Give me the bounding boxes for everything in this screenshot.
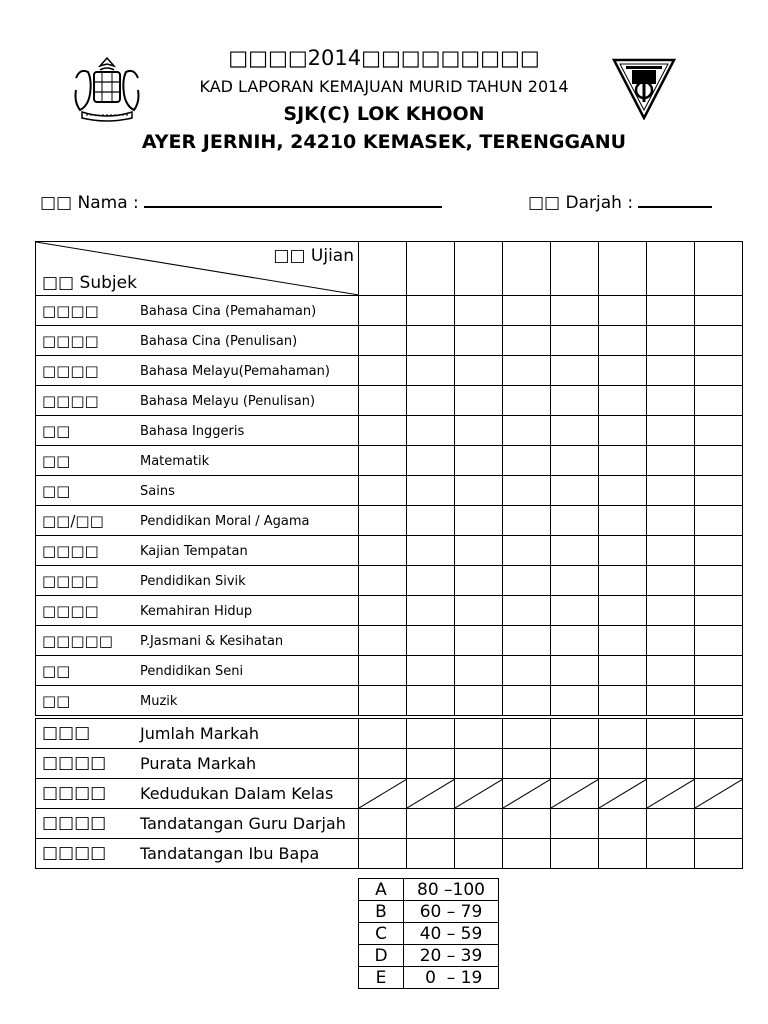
subject-cell bbox=[36, 326, 359, 356]
score-cell[interactable] bbox=[455, 809, 503, 839]
subject-row bbox=[36, 326, 743, 356]
slash-mark bbox=[599, 779, 647, 808]
score-cell[interactable] bbox=[551, 296, 599, 326]
score-cell[interactable] bbox=[551, 356, 599, 386]
grade-range: 20 – 39 bbox=[404, 945, 499, 967]
summary-row bbox=[36, 809, 743, 839]
summary-row bbox=[36, 779, 743, 809]
score-cell[interactable] bbox=[455, 596, 503, 626]
slash-mark bbox=[359, 779, 407, 808]
score-cell bbox=[503, 779, 551, 809]
score-cell[interactable] bbox=[647, 416, 695, 446]
score-cell bbox=[407, 779, 455, 809]
subject-row bbox=[36, 626, 743, 656]
score-cell[interactable] bbox=[455, 326, 503, 356]
subject-name-chinese: □□□□ bbox=[42, 302, 99, 320]
score-cell[interactable] bbox=[503, 717, 551, 749]
score-cell[interactable] bbox=[695, 717, 743, 749]
score-cell[interactable] bbox=[599, 717, 647, 749]
score-cell[interactable] bbox=[695, 626, 743, 656]
summary-row bbox=[36, 839, 743, 869]
score-cell[interactable] bbox=[359, 717, 407, 749]
score-cell[interactable] bbox=[599, 416, 647, 446]
subject-name-chinese: □□ bbox=[42, 452, 71, 470]
summary-row bbox=[36, 749, 743, 779]
score-cell[interactable] bbox=[599, 536, 647, 566]
score-cell[interactable] bbox=[647, 686, 695, 718]
score-cell bbox=[551, 779, 599, 809]
score-cell[interactable] bbox=[551, 656, 599, 686]
subject-row bbox=[36, 386, 743, 416]
exam-column-header[interactable] bbox=[551, 242, 599, 296]
summary-row bbox=[36, 717, 743, 749]
score-cell[interactable] bbox=[503, 839, 551, 869]
score-cell[interactable] bbox=[503, 566, 551, 596]
score-cell[interactable] bbox=[695, 536, 743, 566]
score-cell[interactable] bbox=[647, 749, 695, 779]
score-cell[interactable] bbox=[551, 386, 599, 416]
score-cell[interactable] bbox=[647, 356, 695, 386]
score-cell[interactable] bbox=[551, 596, 599, 626]
score-cell[interactable] bbox=[407, 839, 455, 869]
exam-column-header[interactable] bbox=[695, 242, 743, 296]
score-cell[interactable] bbox=[695, 566, 743, 596]
score-cell[interactable] bbox=[359, 386, 407, 416]
grade-range: 0 – 19 bbox=[404, 967, 499, 989]
header-corner-cell bbox=[36, 242, 359, 296]
score-cell[interactable] bbox=[599, 506, 647, 536]
subject-name-malay: Pendidikan Moral / Agama bbox=[140, 514, 310, 529]
score-cell[interactable] bbox=[359, 626, 407, 656]
subject-row bbox=[36, 656, 743, 686]
subject-cell bbox=[36, 536, 359, 566]
score-cell[interactable] bbox=[647, 326, 695, 356]
score-cell[interactable] bbox=[695, 809, 743, 839]
score-cell[interactable] bbox=[599, 686, 647, 718]
subject-row bbox=[36, 596, 743, 626]
exam-column-header[interactable] bbox=[455, 242, 503, 296]
score-cell[interactable] bbox=[695, 596, 743, 626]
score-cell[interactable] bbox=[551, 566, 599, 596]
grade-row bbox=[359, 967, 499, 989]
report-card-table bbox=[35, 241, 743, 869]
subject-name-malay: P.Jasmani & Kesihatan bbox=[140, 634, 284, 649]
score-cell[interactable] bbox=[647, 656, 695, 686]
subject-cell bbox=[36, 506, 359, 536]
score-cell[interactable] bbox=[359, 686, 407, 718]
subject-name-chinese: □□ bbox=[42, 482, 71, 500]
score-cell[interactable] bbox=[407, 506, 455, 536]
subject-name-malay: Sains bbox=[140, 484, 175, 499]
score-cell[interactable] bbox=[551, 416, 599, 446]
summary-label-malay: Tandatangan Ibu Bapa bbox=[140, 844, 320, 863]
summary-label-malay: Purata Markah bbox=[140, 754, 257, 773]
score-cell[interactable] bbox=[503, 386, 551, 416]
summary-label-malay: Tandatangan Guru Darjah bbox=[140, 814, 346, 833]
subject-name-malay: Kajian Tempatan bbox=[140, 544, 248, 559]
score-cell[interactable] bbox=[455, 686, 503, 718]
subject-name-chinese: □□ bbox=[42, 692, 71, 710]
subject-name-malay: Kemahiran Hidup bbox=[140, 604, 253, 619]
score-cell[interactable] bbox=[695, 416, 743, 446]
grade-row bbox=[359, 945, 499, 967]
grade-scale-table bbox=[358, 878, 499, 989]
score-cell[interactable] bbox=[455, 446, 503, 476]
score-cell[interactable] bbox=[647, 839, 695, 869]
subject-name-malay: Pendidikan Seni bbox=[140, 664, 244, 679]
score-cell[interactable] bbox=[407, 476, 455, 506]
subject-name-chinese: □□□□ bbox=[42, 362, 99, 380]
score-cell[interactable] bbox=[695, 326, 743, 356]
subject-name-malay: Bahasa Inggeris bbox=[140, 424, 245, 439]
subject-row bbox=[36, 356, 743, 386]
score-cell[interactable] bbox=[455, 536, 503, 566]
grade-row bbox=[359, 901, 499, 923]
subject-row bbox=[36, 686, 743, 718]
summary-label-cell bbox=[36, 809, 359, 839]
student-name-field[interactable] bbox=[40, 192, 442, 213]
grade-letter: A bbox=[359, 879, 404, 901]
subject-row bbox=[36, 296, 743, 326]
subject-row bbox=[36, 416, 743, 446]
score-cell[interactable] bbox=[695, 476, 743, 506]
subject-row bbox=[36, 566, 743, 596]
score-cell[interactable] bbox=[359, 326, 407, 356]
subject-cell bbox=[36, 686, 359, 718]
score-cell[interactable] bbox=[407, 686, 455, 718]
score-cell[interactable] bbox=[455, 476, 503, 506]
student-class-blank[interactable] bbox=[638, 192, 712, 208]
title-english: KAD LAPORAN KEMAJUAN MURID TAHUN 2014 bbox=[199, 77, 569, 96]
summary-label-chinese: □□□□ bbox=[42, 813, 107, 833]
score-cell[interactable] bbox=[455, 626, 503, 656]
subject-cell bbox=[36, 626, 359, 656]
slash-mark bbox=[551, 779, 599, 808]
subject-cell bbox=[36, 416, 359, 446]
score-cell[interactable] bbox=[551, 476, 599, 506]
score-cell[interactable] bbox=[599, 809, 647, 839]
header-subjek: □□ Subjek bbox=[42, 273, 137, 293]
score-cell[interactable] bbox=[407, 416, 455, 446]
score-cell[interactable] bbox=[359, 476, 407, 506]
score-cell[interactable] bbox=[359, 566, 407, 596]
score-cell[interactable] bbox=[455, 566, 503, 596]
score-cell[interactable] bbox=[647, 446, 695, 476]
score-cell[interactable] bbox=[695, 446, 743, 476]
school-name: SJK(C) LOK KHOON bbox=[283, 103, 485, 125]
score-cell[interactable] bbox=[551, 506, 599, 536]
score-cell[interactable] bbox=[359, 416, 407, 446]
grade-row bbox=[359, 879, 499, 901]
score-cell[interactable] bbox=[359, 596, 407, 626]
score-cell[interactable] bbox=[551, 749, 599, 779]
score-cell[interactable] bbox=[503, 476, 551, 506]
exam-column-header[interactable] bbox=[599, 242, 647, 296]
header-ujian: □□ Ujian bbox=[273, 246, 354, 266]
subject-cell bbox=[36, 356, 359, 386]
summary-label-cell bbox=[36, 779, 359, 809]
score-cell[interactable] bbox=[359, 356, 407, 386]
score-cell[interactable] bbox=[599, 656, 647, 686]
subject-name-malay: Pendidikan Sivik bbox=[140, 574, 246, 589]
summary-label-cell bbox=[36, 749, 359, 779]
score-cell bbox=[455, 779, 503, 809]
exam-column-header[interactable] bbox=[647, 242, 695, 296]
score-cell[interactable] bbox=[359, 446, 407, 476]
score-cell[interactable] bbox=[455, 416, 503, 446]
score-cell[interactable] bbox=[407, 656, 455, 686]
score-cell[interactable] bbox=[647, 386, 695, 416]
score-cell[interactable] bbox=[695, 386, 743, 416]
subject-name-chinese: □□□□ bbox=[42, 602, 99, 620]
score-cell[interactable] bbox=[551, 326, 599, 356]
subject-row bbox=[36, 446, 743, 476]
score-cell[interactable] bbox=[599, 596, 647, 626]
score-cell[interactable] bbox=[359, 536, 407, 566]
score-cell[interactable] bbox=[503, 296, 551, 326]
score-cell bbox=[359, 779, 407, 809]
subject-cell bbox=[36, 446, 359, 476]
score-cell[interactable] bbox=[695, 506, 743, 536]
score-cell[interactable] bbox=[407, 566, 455, 596]
score-cell[interactable] bbox=[599, 386, 647, 416]
score-cell[interactable] bbox=[551, 626, 599, 656]
subject-row bbox=[36, 536, 743, 566]
score-cell[interactable] bbox=[407, 626, 455, 656]
score-cell[interactable] bbox=[455, 386, 503, 416]
subject-name-chinese: □□□□ bbox=[42, 542, 99, 560]
score-cell bbox=[599, 779, 647, 809]
school-address: AYER JERNIH, 24210 KEMASEK, TERENGGANU bbox=[141, 131, 627, 153]
grade-letter: E bbox=[359, 967, 404, 989]
score-cell[interactable] bbox=[503, 626, 551, 656]
subject-name-malay: Muzik bbox=[140, 694, 178, 709]
slash-mark bbox=[647, 779, 695, 808]
score-cell[interactable] bbox=[599, 356, 647, 386]
score-cell[interactable] bbox=[455, 749, 503, 779]
score-cell[interactable] bbox=[647, 296, 695, 326]
score-cell[interactable] bbox=[695, 656, 743, 686]
score-cell[interactable] bbox=[455, 506, 503, 536]
score-cell bbox=[695, 779, 743, 809]
exam-column-header[interactable] bbox=[407, 242, 455, 296]
score-cell[interactable] bbox=[455, 656, 503, 686]
student-name-label: □□ Nama : bbox=[40, 193, 139, 213]
score-cell[interactable] bbox=[647, 809, 695, 839]
score-cell[interactable] bbox=[551, 809, 599, 839]
score-cell[interactable] bbox=[503, 356, 551, 386]
grade-letter: D bbox=[359, 945, 404, 967]
score-cell[interactable] bbox=[599, 446, 647, 476]
score-cell[interactable] bbox=[647, 476, 695, 506]
score-cell[interactable] bbox=[359, 656, 407, 686]
score-cell[interactable] bbox=[407, 296, 455, 326]
student-class-label: □□ Darjah : bbox=[528, 193, 634, 213]
score-cell[interactable] bbox=[695, 749, 743, 779]
exam-column-header[interactable] bbox=[359, 242, 407, 296]
score-cell[interactable] bbox=[359, 296, 407, 326]
score-cell[interactable] bbox=[551, 686, 599, 718]
summary-label-chinese: □□□□ bbox=[42, 843, 107, 863]
score-cell[interactable] bbox=[551, 446, 599, 476]
score-cell[interactable] bbox=[407, 326, 455, 356]
subject-name-chinese: □□ bbox=[42, 662, 71, 680]
subject-name-chinese: □□□□ bbox=[42, 572, 99, 590]
subject-name-malay: Matematik bbox=[140, 454, 210, 469]
subject-cell bbox=[36, 296, 359, 326]
score-cell[interactable] bbox=[407, 386, 455, 416]
grade-letter: B bbox=[359, 901, 404, 923]
score-cell[interactable] bbox=[599, 326, 647, 356]
title-chinese: □□□□2014□□□□□□□□□ bbox=[228, 46, 540, 70]
grade-row bbox=[359, 923, 499, 945]
subject-name-malay: Bahasa Melayu (Penulisan) bbox=[140, 394, 316, 409]
summary-label-cell bbox=[36, 839, 359, 869]
score-cell[interactable] bbox=[407, 596, 455, 626]
score-cell[interactable] bbox=[647, 596, 695, 626]
exam-column-header[interactable] bbox=[503, 242, 551, 296]
score-cell[interactable] bbox=[647, 626, 695, 656]
score-cell[interactable] bbox=[599, 839, 647, 869]
score-cell[interactable] bbox=[695, 686, 743, 718]
score-cell[interactable] bbox=[359, 749, 407, 779]
score-cell[interactable] bbox=[551, 717, 599, 749]
score-cell[interactable] bbox=[359, 839, 407, 869]
score-cell[interactable] bbox=[503, 326, 551, 356]
score-cell[interactable] bbox=[407, 536, 455, 566]
student-class-field[interactable] bbox=[528, 192, 712, 213]
score-cell[interactable] bbox=[647, 506, 695, 536]
subject-row bbox=[36, 506, 743, 536]
score-cell[interactable] bbox=[695, 356, 743, 386]
subject-name-malay: Bahasa Melayu(Pemahaman) bbox=[140, 364, 330, 379]
score-cell[interactable] bbox=[407, 749, 455, 779]
score-cell[interactable] bbox=[407, 809, 455, 839]
summary-label-cell bbox=[36, 717, 359, 749]
summary-label-malay: Jumlah Markah bbox=[140, 724, 260, 743]
score-cell[interactable] bbox=[359, 506, 407, 536]
grade-range: 40 – 59 bbox=[404, 923, 499, 945]
score-cell[interactable] bbox=[599, 749, 647, 779]
subject-row bbox=[36, 476, 743, 506]
summary-label-chinese: □□□□ bbox=[42, 753, 107, 773]
subject-name-malay: Bahasa Cina (Penulisan) bbox=[140, 334, 298, 349]
subject-name-chinese: □□□□ bbox=[42, 332, 99, 350]
score-cell[interactable] bbox=[503, 656, 551, 686]
summary-label-chinese: □□□ bbox=[42, 723, 91, 743]
table-header-row bbox=[36, 242, 743, 296]
score-cell[interactable] bbox=[455, 839, 503, 869]
score-cell[interactable] bbox=[503, 596, 551, 626]
slash-mark bbox=[503, 779, 551, 808]
score-cell[interactable] bbox=[599, 296, 647, 326]
slash-mark bbox=[695, 779, 743, 808]
subject-name-chinese: □□□□□ bbox=[42, 632, 113, 650]
score-cell[interactable] bbox=[503, 536, 551, 566]
subject-name-malay: Bahasa Cina (Pemahaman) bbox=[140, 304, 317, 319]
slash-mark bbox=[407, 779, 455, 808]
score-cell[interactable] bbox=[455, 296, 503, 326]
score-cell[interactable] bbox=[503, 809, 551, 839]
student-name-blank[interactable] bbox=[144, 192, 442, 208]
score-cell[interactable] bbox=[503, 416, 551, 446]
score-cell[interactable] bbox=[503, 446, 551, 476]
score-cell[interactable] bbox=[407, 717, 455, 749]
score-cell[interactable] bbox=[599, 476, 647, 506]
score-cell[interactable] bbox=[695, 296, 743, 326]
slash-mark bbox=[455, 779, 503, 808]
score-cell[interactable] bbox=[551, 536, 599, 566]
score-cell[interactable] bbox=[455, 717, 503, 749]
score-cell[interactable] bbox=[407, 356, 455, 386]
summary-label-malay: Kedudukan Dalam Kelas bbox=[140, 784, 334, 803]
grade-letter: C bbox=[359, 923, 404, 945]
subject-cell bbox=[36, 476, 359, 506]
score-cell[interactable] bbox=[503, 749, 551, 779]
score-cell[interactable] bbox=[551, 839, 599, 869]
grade-range: 60 – 79 bbox=[404, 901, 499, 923]
score-cell[interactable] bbox=[455, 356, 503, 386]
subject-name-chinese: □□□□ bbox=[42, 392, 99, 410]
grade-range: 80 –100 bbox=[404, 879, 499, 901]
score-cell[interactable] bbox=[695, 839, 743, 869]
score-cell[interactable] bbox=[359, 809, 407, 839]
score-cell[interactable] bbox=[407, 446, 455, 476]
subject-cell bbox=[36, 596, 359, 626]
subject-name-chinese: □□ bbox=[42, 422, 71, 440]
subject-cell bbox=[36, 386, 359, 416]
summary-label-chinese: □□□□ bbox=[42, 783, 107, 803]
score-cell[interactable] bbox=[503, 506, 551, 536]
score-cell[interactable] bbox=[647, 566, 695, 596]
subject-name-chinese: □□/□□ bbox=[42, 512, 104, 530]
score-cell[interactable] bbox=[599, 626, 647, 656]
subject-cell bbox=[36, 566, 359, 596]
score-cell[interactable] bbox=[503, 686, 551, 718]
score-cell[interactable] bbox=[647, 536, 695, 566]
score-cell bbox=[647, 779, 695, 809]
score-cell[interactable] bbox=[599, 566, 647, 596]
score-cell[interactable] bbox=[647, 717, 695, 749]
subject-cell bbox=[36, 656, 359, 686]
